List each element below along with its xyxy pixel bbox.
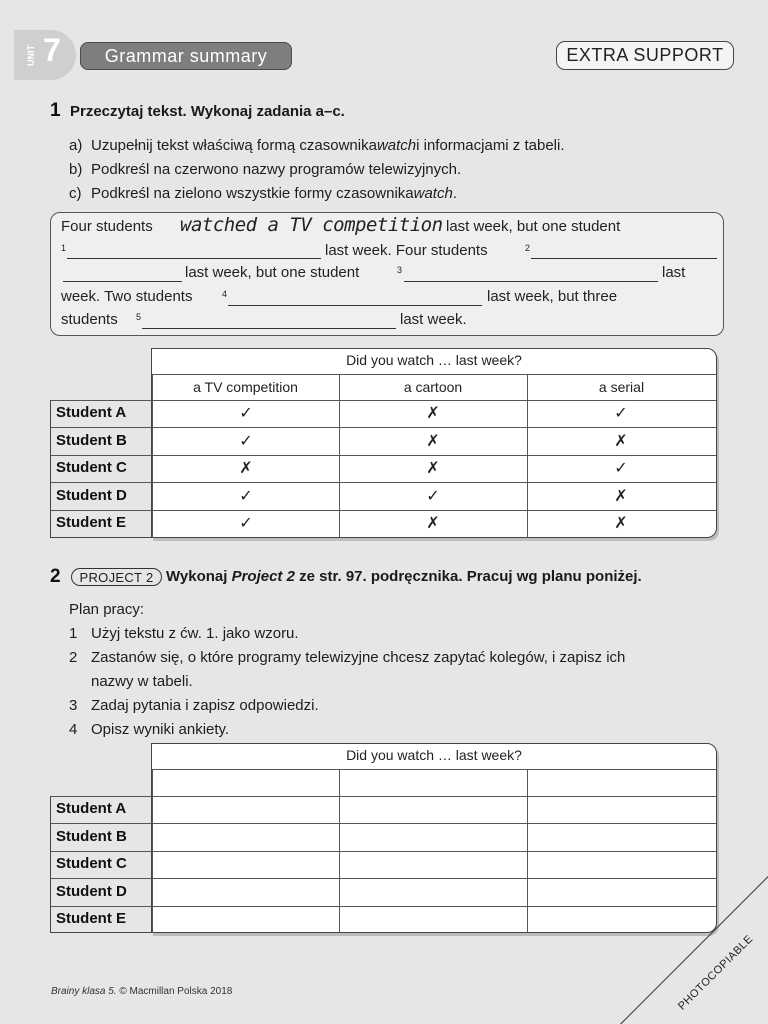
row-label-student-e: Student E [56,910,126,927]
table-divider [51,796,716,797]
plan-step [69,646,625,694]
photocopiable-label: PHOTOCOPIABLE [676,932,756,1013]
text-line-1a: Four students [61,218,153,235]
task-item [69,158,565,182]
text-line-5b: last week. [400,311,467,328]
survey-table-2 [151,743,717,933]
footer-copyright [51,986,232,997]
gap-number-4: 4 [222,289,228,299]
project-badge: PROJECT 2 [71,568,162,586]
table-1-title: Did you watch … last week? [346,352,522,368]
text-line-1b: last week, but one student [446,218,621,235]
table-divider [51,427,716,428]
task-text: Uzupełnij tekst właściwą formą czasownika [91,137,377,154]
plan-list [69,598,625,742]
step-text: Zastanów się, o które programy telewizyjne chcesz zapytać kolegów, i zapisz ich [91,649,626,666]
table-cell-mark: ✓ [239,515,253,532]
table-cell-mark: ✗ [426,460,440,477]
task-emphasis: watch [376,137,417,154]
gap-3-field[interactable] [404,281,658,282]
table-divider [51,400,716,401]
heading-text: ze str. 97. podręcznika. Pracuj wg planu poniżej. [294,568,642,585]
task-item [69,182,565,206]
column-header-serial: a serial [598,379,645,395]
table-cell-mark: ✓ [614,460,628,477]
gap-2-continued-field[interactable] [63,281,182,282]
step-text: Zadaj pytania i zapisz odpowiedzi. [91,697,319,714]
table-cell-mark: ✗ [239,460,253,477]
table-divider [51,878,716,879]
row-label-student-c: Student C [56,459,127,476]
heading-emphasis: Project 2 [231,568,295,585]
table-cell-mark: ✗ [614,488,628,505]
text-line-3a: last week, but one student [185,264,360,281]
gap-4-field[interactable] [228,305,482,306]
table-cell-mark: ✓ [614,405,628,422]
plan-title: Plan pracy: [69,601,145,618]
row-label-student-a: Student A [56,404,127,421]
table-divider [152,374,716,375]
step-number: 3 [69,697,78,714]
step-text: Użyj tekstu z ćw. 1. jako wzoru. [91,625,299,642]
row-label-student-d: Student D [56,883,127,900]
text-line-3b: last [662,264,686,281]
table-divider [152,769,716,770]
unit-label: UNIT [26,45,36,67]
table-cell-mark: ✗ [614,515,628,532]
row-label-student-c: Student C [56,855,127,872]
task-text: i informacjami z tabeli. [416,137,565,154]
table-cell-mark: ✗ [426,515,440,532]
task-item [69,134,565,158]
column-header-tv-competition: a TV competition [193,379,298,395]
table-divider [51,510,716,511]
step-text-block [91,646,625,694]
exercise-2-number: 2 [50,566,61,587]
task-text: Podkreśl na zielono wszystkie formy czasownika [91,185,414,202]
exercise-1-number: 1 [50,100,61,121]
task-label: b) [69,161,83,178]
row-label-student-e: Student E [56,514,126,531]
row-label-student-b: Student B [56,432,127,449]
gap-number-3: 3 [397,265,403,275]
unit-number: 7 [43,32,61,68]
task-text: . [452,185,457,202]
gap-5-field[interactable] [142,328,396,329]
table-divider [51,851,716,852]
column-header-cartoon: a cartoon [403,379,463,395]
task-text: Podkreśl na czerwono nazwy programów telewizyjnych. [91,161,462,178]
row-label-student-a: Student A [56,800,127,817]
gap-1-field[interactable] [67,258,321,259]
plan-step [69,694,625,718]
page-title: Grammar summary [80,42,292,70]
book-title: Brainy klasa 5. [51,986,117,997]
step-text: Opisz wyniki ankiety. [91,721,230,738]
step-number: 2 [69,649,78,666]
copyright-text: © Macmillan Polska 2018 [116,986,233,997]
step-number: 1 [69,625,78,642]
table-divider [339,374,340,538]
table-divider [152,374,153,538]
table-divider [339,769,340,933]
table-divider [51,906,716,907]
gap-number-2: 2 [525,243,531,253]
table-2-title: Did you watch … last week? [346,747,522,763]
table-cell-mark: ✓ [239,488,253,505]
handwritten-answer: watched a TV competition [180,214,443,236]
exercise-2-heading [166,568,642,585]
table-divider [51,455,716,456]
text-line-2a: last week. Four students [325,242,488,259]
text-line-4b: last week, but three [487,288,618,305]
exercise-1-heading: Przeczytaj tekst. Wykonaj zadania a–c. [70,103,345,120]
table-cell-mark: ✓ [239,433,253,450]
table-divider [527,769,528,933]
row-label-student-b: Student B [56,828,127,845]
gap-2-field[interactable] [531,258,717,259]
table-cell-mark: ✓ [426,488,440,505]
table-cell-mark: ✗ [426,433,440,450]
table-divider [51,823,716,824]
table-cell-mark: ✗ [426,405,440,422]
text-line-5a: students [61,311,118,328]
task-label: c) [69,185,82,202]
exercise-1-tasks [69,134,565,206]
step-number: 4 [69,721,78,738]
task-label: a) [69,137,83,154]
table-divider [152,769,153,933]
heading-text: Wykonaj [166,568,232,585]
gap-number-5: 5 [136,312,142,322]
table-cell-mark: ✗ [614,433,628,450]
gap-number-1: 1 [61,243,67,253]
plan-step [69,622,625,646]
step-text: nazwy w tabeli. [91,673,193,690]
row-label-student-d: Student D [56,487,127,504]
table-divider [51,482,716,483]
table-cell-mark: ✓ [239,405,253,422]
extra-support-badge: EXTRA SUPPORT [556,41,734,70]
text-line-4a: week. Two students [61,288,193,305]
task-emphasis: watch [413,185,453,202]
plan-step [69,718,625,742]
table-divider [527,374,528,538]
